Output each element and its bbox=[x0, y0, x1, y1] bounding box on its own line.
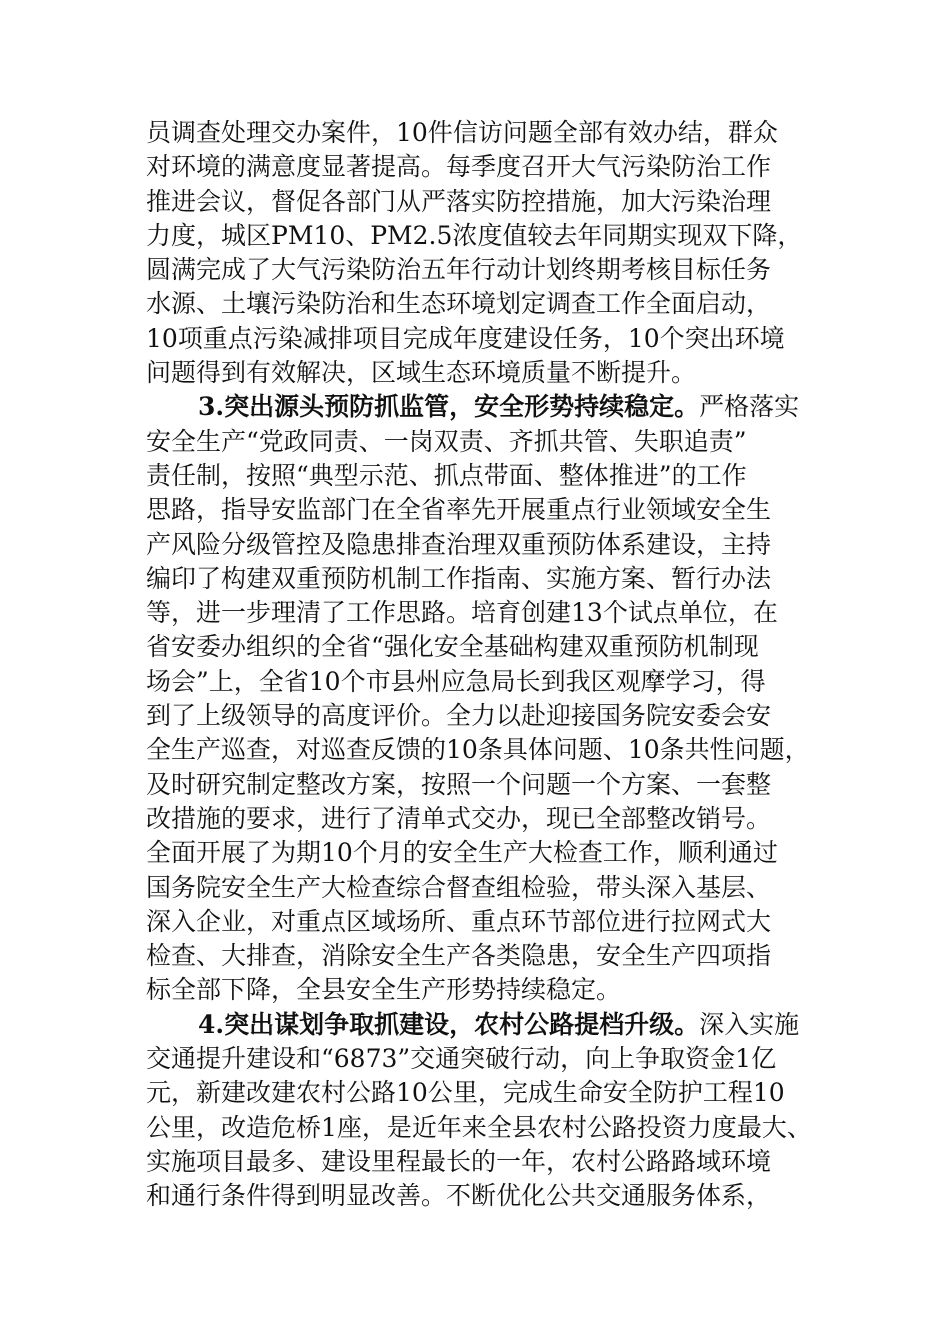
text-line: 公里，改造危桥1座，是近年来全县农村公路投资力度最大、 bbox=[146, 1112, 812, 1142]
text-line: 省安委办组织的全省“强化安全基础构建双重预防机制现 bbox=[146, 632, 759, 662]
text-line: 和通行条件得到明显改善。不断优化公共交通服务体系， bbox=[146, 1181, 772, 1211]
text-line: 及时研究制定整改方案，按照一个问题一个方案、一套整 bbox=[146, 769, 772, 799]
text-line: 责任制，按照“典型示范、抓点带面、整体推进”的工作 bbox=[146, 460, 747, 490]
text-line: 严格落实 bbox=[699, 392, 800, 422]
text-line: 场会”上，全省10个市县州应急局长到我区观摩学习，得 bbox=[146, 666, 766, 696]
text-line: 等，进一步理清了工作思路。培育创建13个试点单位，在 bbox=[146, 598, 778, 628]
section-3-first-line bbox=[146, 390, 818, 424]
section-4-first-line bbox=[146, 1008, 818, 1042]
text-line: 问题得到有效解决，区域生态环境质量不断提升。 bbox=[146, 358, 697, 388]
text-line: 圆满完成了大气污染防治五年行动计划终期考核目标任务 bbox=[146, 255, 772, 285]
text-line: 国务院安全生产大检查综合督查组检验，带头深入基层、 bbox=[146, 872, 772, 902]
text-line: 力度，城区PM10、PM2.5浓度值较去年同期实现双下降， bbox=[146, 220, 803, 250]
text-line: 水源、土壤污染防治和生态环境划定调查工作全面启动， bbox=[146, 289, 772, 319]
text-line: 检查、大排查，消除安全生产各类隐患，安全生产四项指 bbox=[146, 941, 772, 971]
text-line: 思路，指导安监部门在全省率先开展重点行业领域安全生 bbox=[146, 495, 772, 525]
text-line: 深入企业，对重点区域场所、重点环节部位进行拉网式大 bbox=[146, 906, 772, 936]
text-line: 交通提升建设和“6873”交通突破行动，向上争取资金1亿 bbox=[146, 1044, 777, 1074]
section-heading-4: 4.突出谋划争取抓建设，农村公路提档升级。 bbox=[198, 1009, 700, 1039]
text-line: 到了上级领导的高度评价。全力以赴迎接国务院安委会安 bbox=[146, 701, 772, 731]
text-line: 改措施的要求，进行了清单式交办，现已全部整改销号。 bbox=[146, 803, 772, 833]
text-line: 标全部下降，全县安全生产形势持续稳定。 bbox=[146, 975, 622, 1005]
text-line: 推进会议，督促各部门从严落实防控措施，加大污染治理 bbox=[146, 186, 772, 216]
section-heading-3: 3.突出源头预防抓监管，安全形势持续稳定。 bbox=[198, 392, 700, 422]
text-line: 安全生产“党政同责、一岗双责、齐抓共管、失职追责” bbox=[146, 426, 747, 456]
text-line: 对环境的满意度显著提高。每季度召开大气污染防治工作 bbox=[146, 152, 772, 182]
text-line: 10项重点污染减排项目完成年度建设任务，10个突出环境 bbox=[146, 323, 785, 353]
text-line: 全面开展了为期10个月的安全生产大检查工作，顺利通过 bbox=[146, 838, 778, 868]
text-line: 编印了构建双重预防机制工作指南、实施方案、暂行办法 bbox=[146, 563, 772, 593]
text-line: 实施项目最多、建设里程最长的一年，农村公路路域环境 bbox=[146, 1146, 772, 1176]
document-body bbox=[146, 116, 818, 1214]
text-line: 元，新建改建农村公路10公里，完成生命安全防护工程10 bbox=[146, 1078, 785, 1108]
text-line: 产风险分级管控及隐患排查治理双重预防体系建设，主持 bbox=[146, 529, 772, 559]
text-line: 全生产巡查，对巡查反馈的10条具体问题、10条共性问题， bbox=[146, 735, 810, 765]
text-line: 员调查处理交办案件，10件信访问题全部有效办结，群众 bbox=[146, 118, 778, 147]
text-line: 深入实施 bbox=[699, 1009, 800, 1039]
